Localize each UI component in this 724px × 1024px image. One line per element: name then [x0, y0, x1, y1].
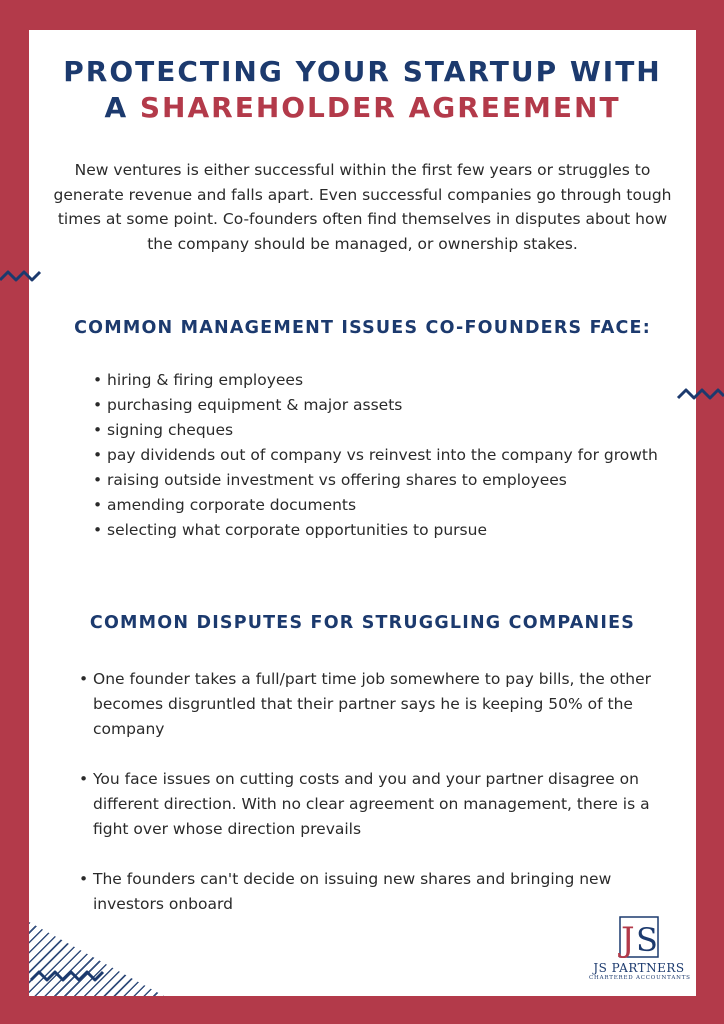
list-item: • amending corporate documents: [91, 493, 661, 518]
intro-paragraph: New ventures is either successful within the first few years or struggles to generate revenue and falls apart. Even successful companies go through tough times at some point. Co-founders often find themselves in disputes about how the company should be managed, or ownership stakes.: [53, 161, 672, 253]
squiggle-decoration-bottom: [29, 968, 109, 984]
js-monogram-icon: [613, 915, 665, 959]
logo-subtitle: CHARTERED ACCOUNTANTS: [589, 975, 691, 981]
list-item: • You face issues on cutting costs and you and your partner disagree on different direction. With no clear agreement on management, there is a fight over whose direction prevails: [77, 767, 657, 842]
logo-name: JS PARTNERS: [593, 961, 685, 975]
company-logo: [589, 915, 689, 985]
disputes-list: [77, 667, 657, 942]
list-item: • hiring & firing employees: [91, 368, 661, 393]
list-item: • raising outside investment vs offering shares to employees: [91, 468, 661, 493]
section-heading-management: COMMON MANAGEMENT ISSUES CO-FOUNDERS FACE:: [74, 318, 651, 338]
svg-text:S: S: [636, 921, 658, 959]
list-item: • pay dividends out of company vs reinvest into the company for growth: [91, 443, 661, 468]
squiggle-decoration-left: [0, 268, 44, 284]
squiggle-decoration-right: [676, 386, 724, 402]
list-item: • signing cheques: [91, 418, 661, 443]
list-item: • selecting what corporate opportunities to pursue: [91, 518, 661, 543]
page-title: [29, 54, 696, 126]
title-line-2-prefix: A: [104, 91, 140, 124]
management-issues-list: [91, 368, 661, 543]
title-line-1: PROTECTING YOUR STARTUP WITH: [63, 55, 662, 88]
list-item: • One founder takes a full/part time job somewhere to pay bills, the other becomes disgruntled that their partner says he is keeping 50% of the company: [77, 667, 657, 742]
title-line-2-accent: SHAREHOLDER AGREEMENT: [139, 91, 621, 124]
section-heading-disputes: COMMON DISPUTES FOR STRUGGLING COMPANIES: [89, 613, 636, 633]
list-item: • purchasing equipment & major assets: [91, 393, 661, 418]
poster-card: [29, 30, 696, 996]
svg-text:J: J: [621, 920, 635, 959]
list-item: • The founders can't decide on issuing new shares and bringing new investors onboard: [77, 867, 657, 917]
